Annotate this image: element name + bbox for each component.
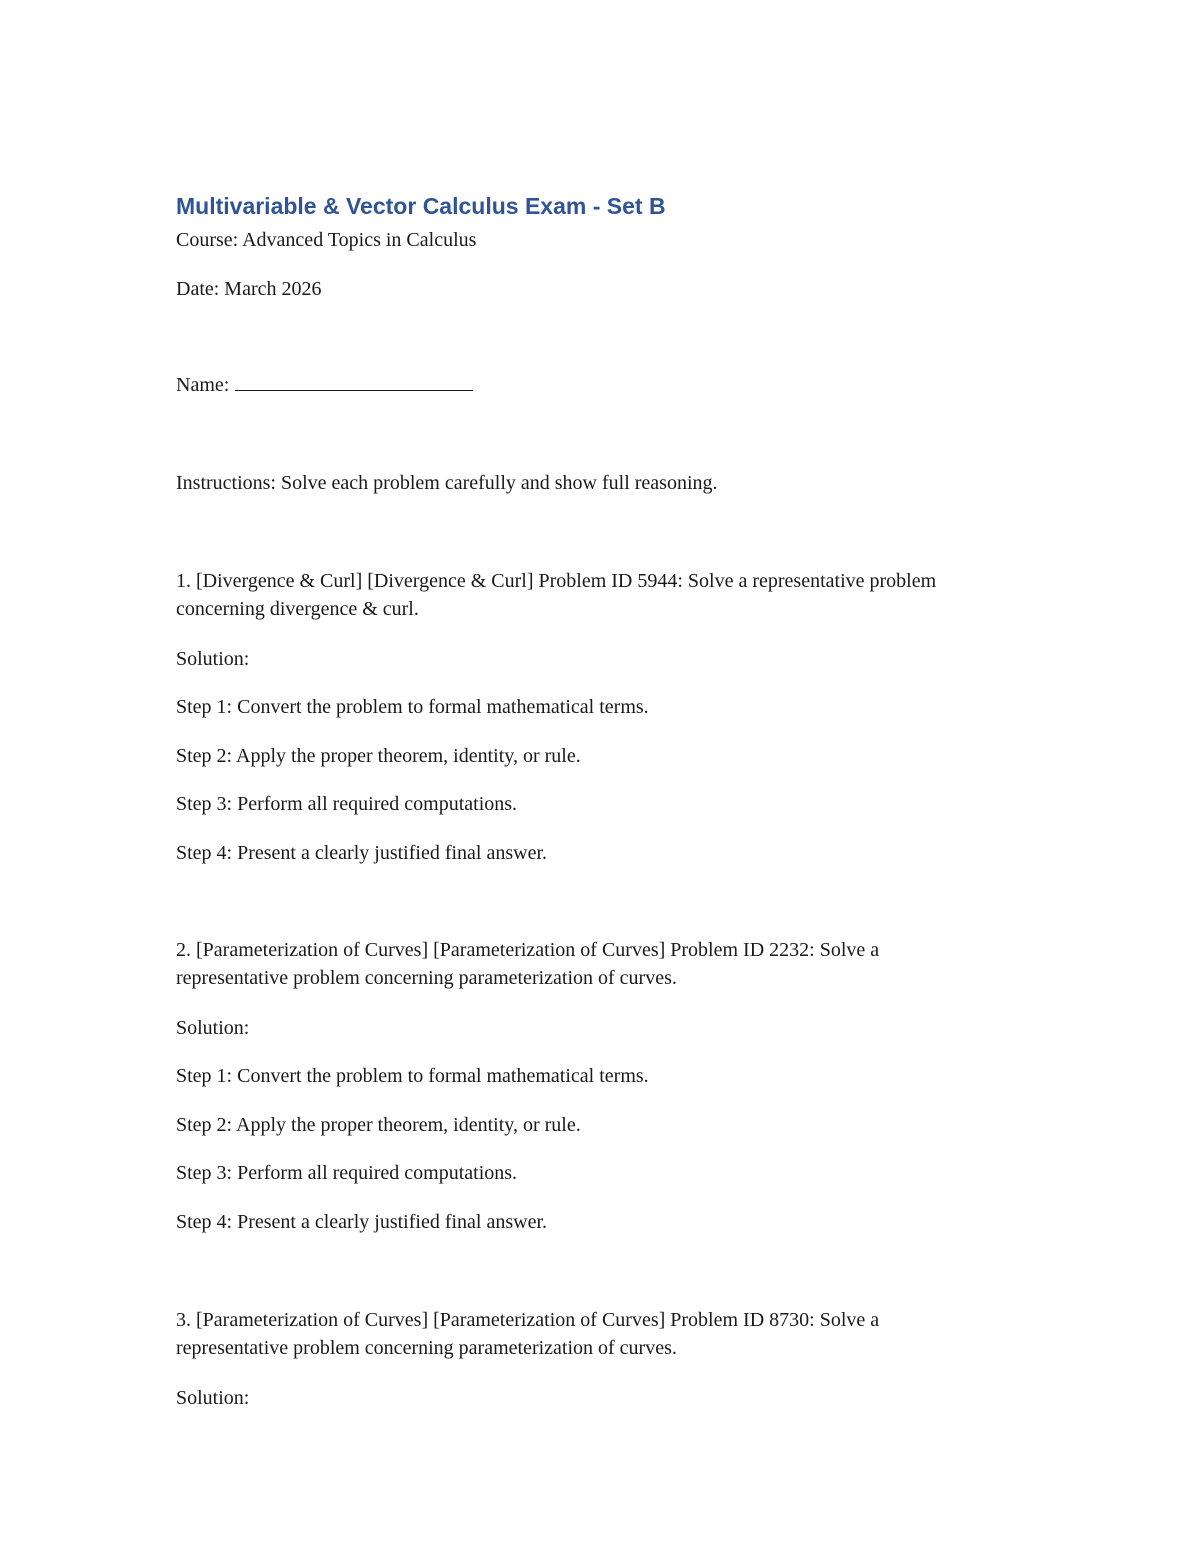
problem-text: 1. [Divergence & Curl] [Divergence & Curl] Problem ID 5944: Solve a representative problem concerning divergence & curl. (176, 570, 937, 620)
solution-step: Step 2: Apply the proper theorem, identity, or rule. (176, 1114, 581, 1136)
solution-step: Step 1: Convert the problem to formal mathematical terms. (176, 1065, 649, 1087)
solution-step: Step 1: Convert the problem to formal mathematical terms. (176, 696, 649, 718)
solution-step: Step 3: Perform all required computations. (176, 1162, 518, 1184)
problem-3 (176, 1306, 986, 1362)
instructions: Instructions: Solve each problem carefully and show full reasoning. (176, 472, 718, 494)
problem-text: 3. [Parameterization of Curves] [Parameterization of Curves] Problem ID 8730: Solve a representative problem concerning parameterization of curves. (176, 1309, 880, 1359)
name-label: Name: (176, 374, 230, 396)
solution-step: Step 4: Present a clearly justified final answer. (176, 1211, 548, 1233)
solution-step: Step 3: Perform all required computations. (176, 793, 518, 815)
problem-1 (176, 567, 986, 623)
solution-label: Solution: (176, 1017, 250, 1039)
problem-2 (176, 936, 986, 992)
name-blank-line[interactable] (235, 372, 473, 391)
solution-step: Step 4: Present a clearly justified final answer. (176, 842, 548, 864)
solution-label: Solution: (176, 648, 250, 670)
date-line: Date: March 2026 (176, 278, 322, 300)
page-title: Multivariable & Vector Calculus Exam - Set B (176, 193, 666, 219)
solution-step: Step 2: Apply the proper theorem, identity, or rule. (176, 745, 581, 767)
course-line: Course: Advanced Topics in Calculus (176, 229, 477, 251)
problem-text: 2. [Parameterization of Curves] [Parameterization of Curves] Problem ID 2232: Solve a representative problem concerning parameterization of curves. (176, 939, 880, 989)
name-field (176, 371, 473, 399)
solution-label: Solution: (176, 1387, 250, 1409)
